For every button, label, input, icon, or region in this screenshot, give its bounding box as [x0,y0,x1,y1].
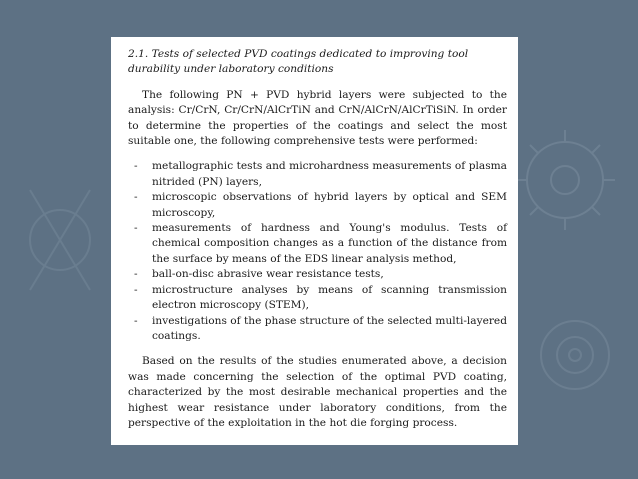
list-item-text: microscopic observations of hybrid layers by optical and SEM microscopy, [152,191,507,219]
list-item-text: microstructure analyses by means of scanning transmission electron microscopy (STEM), [152,283,507,312]
background-gear-icon [10,170,110,310]
document-page [111,37,518,445]
bullet-dash: - [134,191,138,204]
bullet-dash: - [134,160,138,173]
background-gear-icon [505,120,625,240]
conclusion-paragraph: Based on the results of the studies enumerated above, a decision was made concerning the selection of the optimal PVD coating, characterized by the most desirable mechanical properties and the highest wear resistance under laboratory conditions, from the perspective of the exploitation in the hot die forging process. [128,355,507,429]
background-gear-icon [520,300,630,410]
list-item [128,190,507,221]
bullet-dash: - [134,283,138,296]
list-item-text: ball-on-disc abrasive wear resistance tests, [152,268,384,281]
bullet-dash: - [134,222,138,235]
bullet-dash: - [134,314,138,327]
list-item [128,267,507,282]
intro-paragraph: The following PN + PVD hybrid layers were subjected to the analysis: Cr/CrN, Cr/CrN/AlCrTiN and CrN/AlCrN/AlCrTiSiN. In order to determine the properties of the coatings and select the most suitable one, the following comprehensive tests were performed: [128,88,507,148]
list-item [128,283,507,314]
tests-list [128,159,507,344]
list-item-text: metallographic tests and microhardness measurements of plasma nitrided (PN) layers, [152,160,507,188]
list-item-text: investigations of the phase structure of the selected multi-layered coatings. [152,314,507,342]
list-item [128,159,507,190]
list-item [128,221,507,267]
bullet-dash: - [134,268,138,281]
list-item [128,314,507,345]
section-heading: 2.1. Tests of selected PVD coatings dedicated to improving tool durability under laboratory conditions [128,48,469,76]
list-item-text: measurements of hardness and Young's modulus. Tests of chemical composition changes as a function of the distance from the surface by means of the EDS linear analysis method, [152,222,507,265]
